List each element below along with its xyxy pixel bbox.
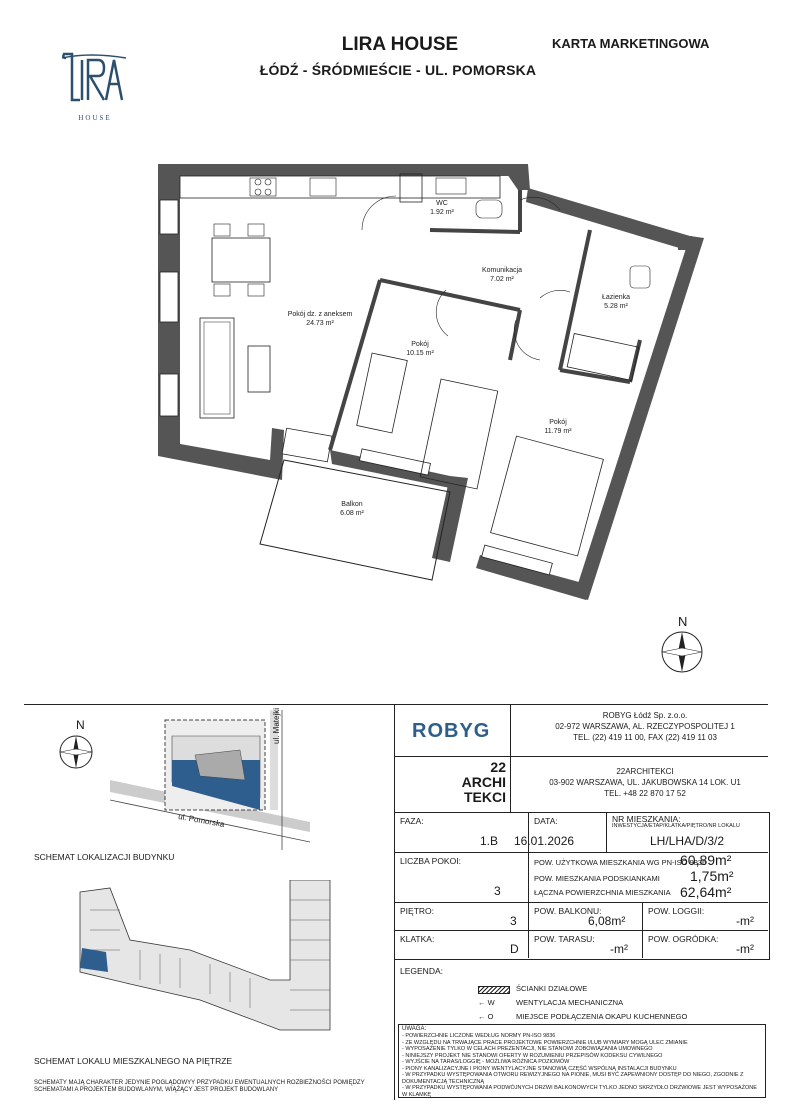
location-compass-label: N <box>76 718 85 732</box>
pow-uzytkowa-value: 60,89m² <box>680 852 732 868</box>
floor-plan <box>150 160 710 600</box>
location-compass <box>56 718 96 774</box>
pow-uzytkowa-label: POW. UŻYTKOWA MIESZKANIA WG PN-ISO 9836 <box>534 858 707 867</box>
room-pokoj-2: Pokój 11.79 m² <box>544 419 572 435</box>
pow-laczna-label: ŁĄCZNA POWIERZCHNIA MIESZKANIA <box>534 888 671 897</box>
faza-label: FAZA: <box>400 816 424 826</box>
lira-house-logo <box>60 52 130 132</box>
legend-item-hood: MIEJSCE PODŁĄCZENIA OKAPU KUCHENNEGO <box>516 1012 688 1021</box>
developer-divider <box>394 756 768 757</box>
street-matejki: ul. Matejki <box>272 707 281 744</box>
logo-divider <box>510 704 511 812</box>
note-line: - ZE WZGLĘDU NA TRWAJĄCE PRACE PROJEKTOWE POWIERZCHNIE I/LUB WYMIARY MOGĄ ULEC ZMIANIE <box>402 1039 688 1046</box>
note-line: - W PRZYPADKU WYSTĘPOWANIA OTWORU REWIZYJNEGO NA PIONIE, MUSI BYĆ ZAPEWNIONY DOSTĘP DO NIEGO, ZGODNIE Z DOKUMENTACJĄ TECHNICZNĄ <box>402 1072 744 1085</box>
pow-podskosami-value: 1,75m² <box>690 868 734 884</box>
pokoje-label: LICZBA POKOI: <box>400 856 461 866</box>
taras-value: -m² <box>610 942 628 956</box>
data-label: DATA: <box>534 816 558 826</box>
pokoje-value: 3 <box>494 884 501 898</box>
info-col-3 <box>642 902 643 958</box>
note-line: - POWIERZCHNIE LICZONE WEDŁUG NORMY PN-ISO 9836 <box>402 1033 556 1039</box>
loggia-value: -m² <box>736 914 754 928</box>
building-name: LIRA HOUSE <box>341 34 459 55</box>
location-map <box>110 707 310 850</box>
room-lazienka: Łazienka 5.28 m² <box>601 294 631 310</box>
developer-info: ROBYG Łódź Sp. z.o.o. 02-972 WARSZAWA, AL. RZECZYPOSPOLITEJ 1 TEL. (22) 419 11 00, FAX (22) 419 11 03 <box>555 711 735 742</box>
note-line: - WYPOSAŻENIE TYLKO W CELACH PREZENTACJI, NIE STANOWI ZOBOWIĄZANIA UMOWNEGO <box>402 1046 653 1052</box>
note-line: - NINIEJSZY PROJEKT NIE STANOWI OFERTY W ROZUMIENIU PRZEPISÓW KODEKSU CYWILNEGO <box>402 1052 663 1059</box>
logo-subtext: HOUSE <box>78 114 112 122</box>
pow-laczna-value: 62,64m² <box>680 884 732 900</box>
section-divider <box>24 704 768 705</box>
location-caption: SCHEMAT LOKALIZACJI BUDYNKU <box>34 852 175 862</box>
schematic-footnote: SCHEMATY MAJĄ CHARAKTER JEDYNIE POGLĄDOWYY PRZYPADKU EWENTUALNYCH ROZBIEŻNOŚCI POMIĘDZY SCHEMATAMI A PROJEKTEM BUDOWLANYM, WIĄŻĄCY JEST PROJEKT BUDOWLANY <box>34 1080 365 1093</box>
ogrodek-label: POW. OGRÓDKA: <box>648 934 719 944</box>
room-balkon: Balkon 6.08 m² <box>340 501 364 517</box>
pietro-value: 3 <box>510 914 517 928</box>
north-compass <box>660 614 704 674</box>
document-type: KARTA MARKETINGOWA <box>552 36 710 51</box>
floor-schematic-caption: SCHEMAT LOKALU MIESZKALNEGO NA PIĘTRZE <box>34 1056 233 1066</box>
klatka-value: D <box>510 942 519 956</box>
klatka-label: KLATKA: <box>400 934 435 944</box>
legend-item-walls: ŚCIANKI DZIAŁOWE <box>516 984 588 993</box>
note-line: - WYJŚCIE NA TARAS/LOGGIĘ - MOŻLIWA RÓŻNICA POZIOMÓW <box>402 1059 570 1065</box>
ogrodek-value: -m² <box>736 942 754 956</box>
nr-value: LH/LHA/D/3/2 <box>650 834 725 848</box>
floor-schematic <box>70 880 350 1050</box>
loggia-label: POW. LOGGII: <box>648 906 705 916</box>
nr-label: NR MIESZKANIA: <box>612 814 681 824</box>
compass-north-label: N <box>678 614 688 629</box>
note-line: - W PRZYPADKU WYSTĘPOWANIA PODWÓJNYCH DRZWI BALKONOWYCH TYLKO JEDNO SKRZYDŁO DRZWIOWE JEST WYPOSAŻONE W KLAMKĘ <box>402 1085 757 1098</box>
balkon-label: POW. BALKONU: <box>534 906 602 916</box>
room-komunikacja: Komunikacja 7.02 m² <box>481 267 523 283</box>
balkon-value: 6,08m² <box>588 914 626 928</box>
room-pokoj-1: Pokój 10.15 m² <box>406 341 434 357</box>
notes-list <box>402 1033 760 1098</box>
room-wc: WC 1.92 m² <box>430 200 454 216</box>
note-line: - PIONY KANALIZACYJNE I PIONY WENTYLACYJNE STANOWIĄ CZĘŚĆ WSPÓLNĄ INSTALACJI BUDYNKU <box>402 1065 677 1072</box>
building-address: ŁÓDŹ - ŚRÓDMIEŚCIE - UL. POMORSKA <box>259 62 537 78</box>
legend-item-ventilation: WENTYLACJA MECHANICZNA <box>516 998 624 1007</box>
nr-sublabel: INWESTYCJA/ETAP/KLATKA/PIĘTRO/NR LOKALU <box>612 823 740 829</box>
pietro-label: PIĘTRO: <box>400 906 435 916</box>
street-pomorska: ul. Pomorska <box>177 812 226 829</box>
architect-info: 22ARCHITEKCI 03-902 WARSZAWA, UL. JAKUBOWSKA 14 LOK. U1 TEL. +48 22 870 17 52 <box>549 767 741 798</box>
room-pokoj-dzienny: Pokój dz. z aneksem 24.73 m² <box>287 311 353 327</box>
partition-wall-swatch <box>478 986 510 994</box>
info-row-3 <box>394 930 768 931</box>
architect-logo: 22 ARCHI TEKCI <box>461 759 506 805</box>
notes-title: UWAGA: <box>402 1026 427 1032</box>
compass-rose-icon <box>660 630 704 674</box>
location-compass-icon <box>58 734 94 770</box>
data-value: 16.01.2026 <box>514 834 575 848</box>
legend-title: LEGENDA: <box>400 966 443 976</box>
taras-label: POW. TARASU: <box>534 934 595 944</box>
info-row-2 <box>394 902 768 903</box>
info-col-2 <box>606 812 607 852</box>
pow-podskosami-label: POW. MIESZKANIA PODSKIANKAMI <box>534 874 660 883</box>
hood-symbol-icon: ← O <box>478 1012 494 1021</box>
ventilation-symbol-icon: ← W <box>478 998 495 1007</box>
robyg-logo: ROBYG <box>412 720 491 742</box>
faza-value: 1.B <box>480 834 499 848</box>
